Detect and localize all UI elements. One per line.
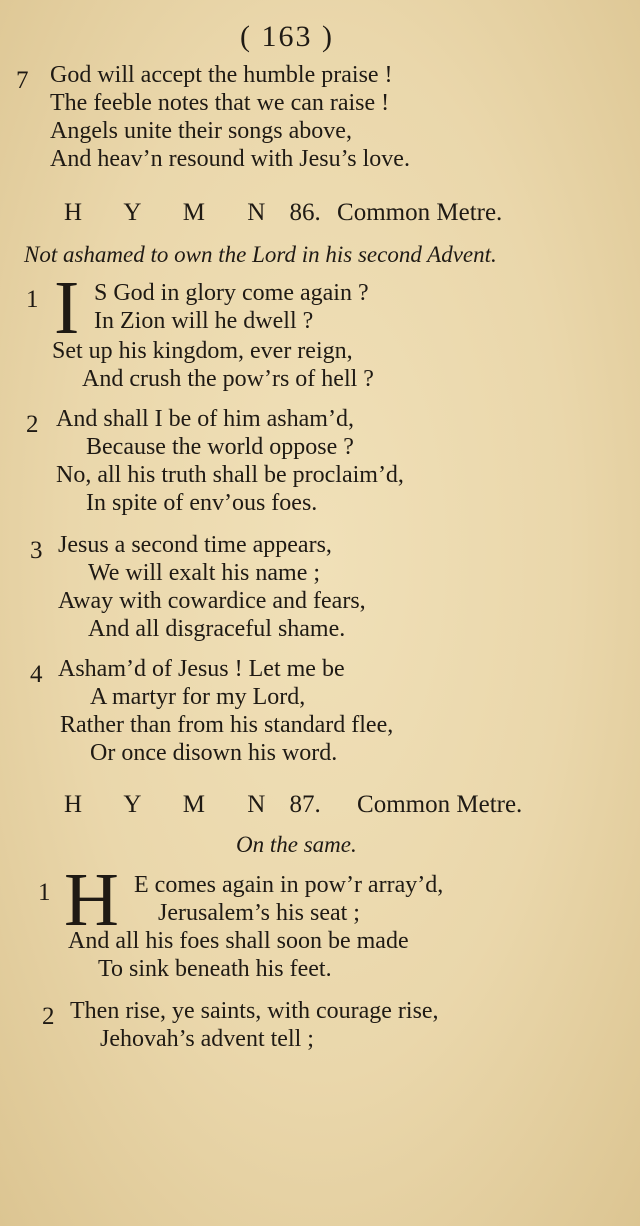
verse-line: To sink beneath his feet. xyxy=(98,956,332,982)
verse-line: The feeble notes that we can raise ! xyxy=(50,90,390,116)
verse-number: 1 xyxy=(38,879,51,906)
hymn-subtitle: On the same. xyxy=(236,832,357,857)
verse-number: 7 xyxy=(16,67,29,94)
hymn-subtitle: Not ashamed to own the Lord in his second Advent. xyxy=(24,242,497,267)
verse-line: Rather than from his standard flee, xyxy=(60,712,394,738)
hymn-title xyxy=(64,198,502,228)
verse-line: Away with cowardice and fears, xyxy=(58,588,366,614)
page-number: ( 163 ) xyxy=(240,20,334,53)
hymn-metre: Common Metre. xyxy=(337,199,503,226)
verse-line: And heav’n resound with Jesu’s love. xyxy=(50,146,410,172)
drop-cap: I xyxy=(54,266,80,350)
verse-line: S God in glory come again ? xyxy=(94,280,369,306)
hymn-metre: Common Metre. xyxy=(357,791,523,818)
verse-number: 1 xyxy=(26,286,39,313)
verse-line: And crush the pow’rs of hell ? xyxy=(82,366,374,392)
verse-line: We will exalt his name ; xyxy=(88,560,321,586)
hymn-title xyxy=(64,790,522,820)
verse-line: And all his foes shall soon be made xyxy=(68,928,409,954)
verse-line: In spite of env’ous foes. xyxy=(86,490,318,516)
verse-line: Asham’d of Jesus ! Let me be xyxy=(58,656,345,682)
hymn-number: 86. xyxy=(289,199,321,226)
verse-line: Set up his kingdom, ever reign, xyxy=(52,338,353,364)
drop-cap: H xyxy=(64,858,119,942)
verse-line: Because the world oppose ? xyxy=(86,434,354,460)
verse-line: Angels unite their songs above, xyxy=(50,118,352,144)
verse-line: God will accept the humble praise ! xyxy=(50,62,393,88)
verse-number: 2 xyxy=(26,411,39,438)
verse-line: And shall I be of him asham’d, xyxy=(56,406,354,432)
verse-line: And all disgraceful shame. xyxy=(88,616,346,642)
hymn-label: H Y M N xyxy=(64,199,284,226)
verse-line: Jehovah’s advent tell ; xyxy=(100,1026,314,1052)
verse-line: No, all his truth shall be proclaim’d, xyxy=(56,462,404,488)
verse-line: In Zion will he dwell ? xyxy=(94,308,314,334)
verse-line: Then rise, ye saints, with courage rise, xyxy=(70,998,439,1024)
verse-number: 3 xyxy=(30,537,43,564)
verse-line: Jerusalem’s his seat ; xyxy=(158,900,360,926)
verse-number: 4 xyxy=(30,661,43,688)
hymn-number: 87. xyxy=(289,791,321,818)
verse-line: E comes again in pow’r array’d, xyxy=(134,872,444,898)
verse-line: Jesus a second time appears, xyxy=(58,532,332,558)
hymn-label: H Y M N xyxy=(64,791,284,818)
verse-line: Or once disown his word. xyxy=(90,740,338,766)
verse-number: 2 xyxy=(42,1003,55,1030)
verse-line: A martyr for my Lord, xyxy=(90,684,306,710)
